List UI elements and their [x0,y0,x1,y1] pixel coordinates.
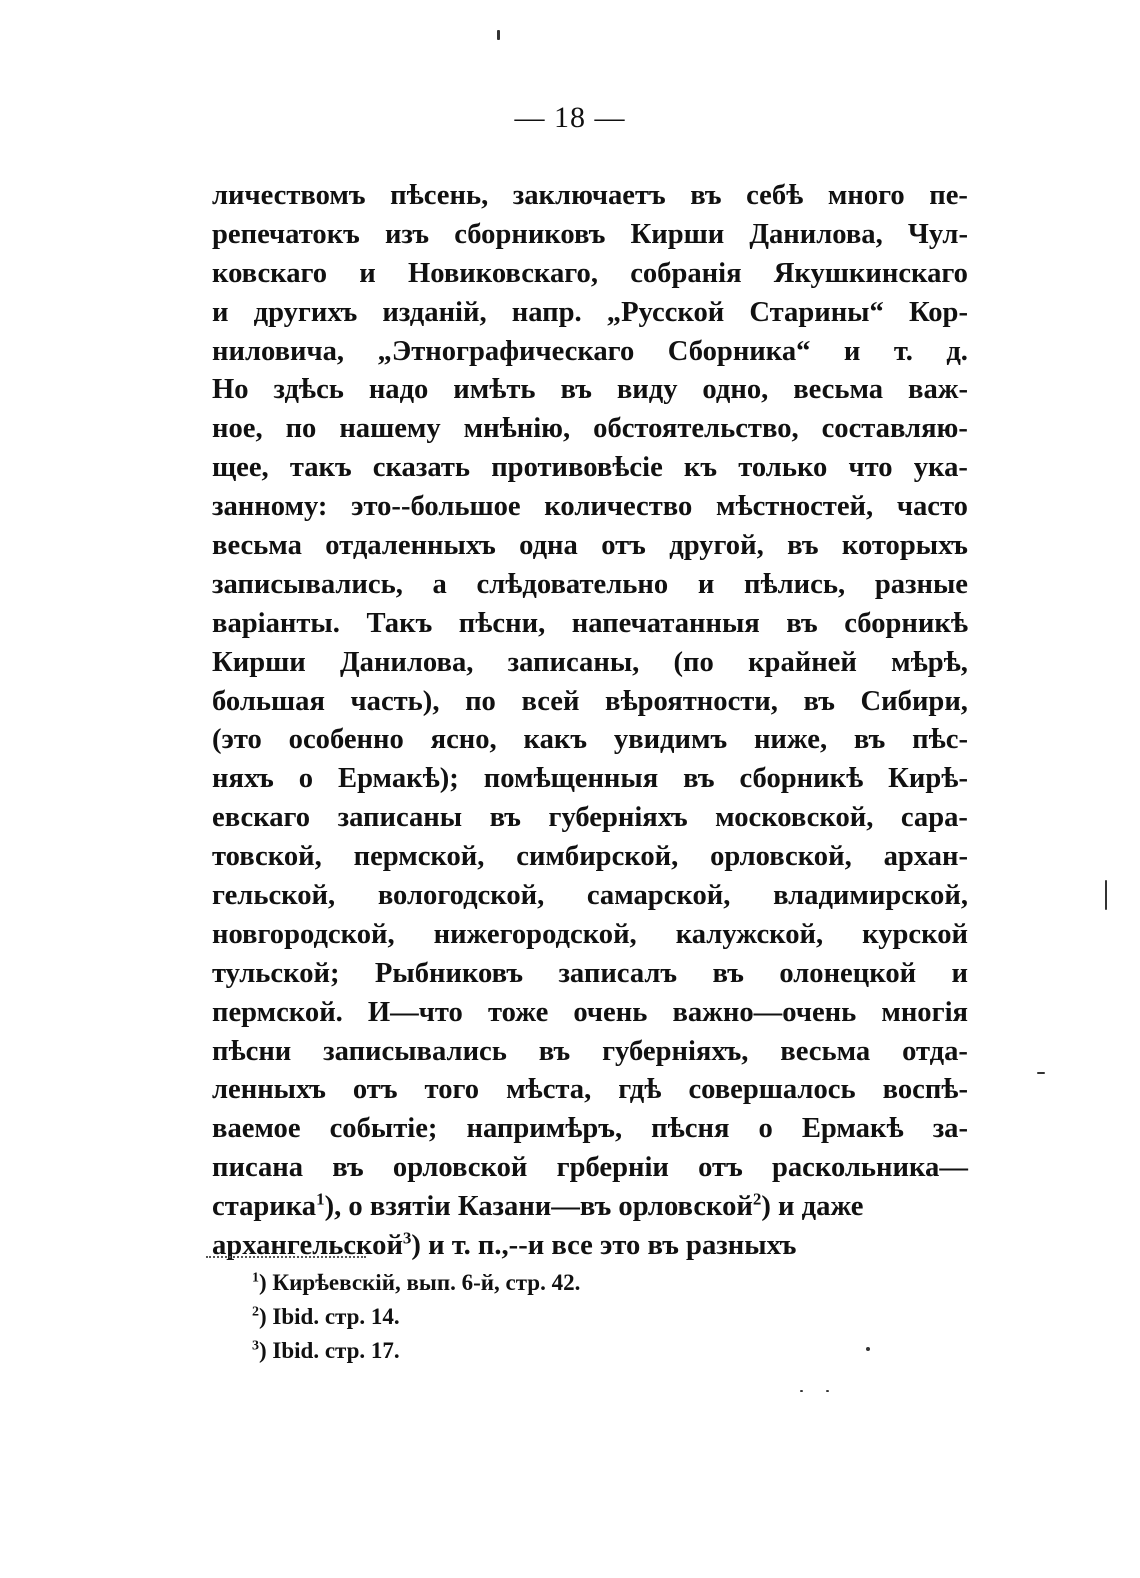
word: Ермакѣ [801,1113,904,1145]
word: пермской. [212,996,343,1028]
word: заключаетъ [512,180,666,211]
footnote-ref-2: 2 [752,1189,762,1209]
word: увидимъ [613,724,728,756]
word: такъ [289,452,352,484]
word: ковскаго [212,257,328,289]
text-part: ) и даже [761,1191,864,1223]
word: пѣсни [212,1035,292,1067]
text-part: ) и т. п.,--и все это въ разныхъ [411,1230,797,1262]
word: и [951,957,968,989]
word: сборникѣ [844,607,968,639]
text-line [212,994,968,1033]
word: которыхъ [841,530,968,562]
word: орловской [392,1152,528,1184]
word: слѣдовательно [476,568,669,600]
word: Данилова, [339,646,474,678]
word: пѣс- [912,724,968,756]
word: записалъ [558,957,678,989]
word: московской, [715,802,874,834]
text-line [212,799,968,838]
word: писана [212,1152,304,1184]
word: и [697,568,715,600]
word: ное, [212,413,263,445]
word: мнѣнію, [463,413,571,445]
footnotes [252,1266,852,1368]
word: и [843,335,861,367]
word: весьма [212,530,302,562]
footnote-ref-3: 3 [402,1228,412,1248]
word: гдѣ [618,1074,662,1106]
word: другихъ [253,296,358,328]
scan-speck [1037,1072,1045,1074]
word: здѣсь [273,374,344,406]
word: гельской, [212,880,336,912]
word: Кирѣ- [888,763,968,795]
word: мѣстностей, [715,491,874,523]
footnote-text: ) Ibid. стр. 14. [259,1304,400,1329]
word: напримѣръ, [466,1113,623,1145]
word: ниже, [753,724,828,756]
word: количество [544,491,693,523]
footnote-text: ) Кирѣевскій, вып. 6-й, стр. 42. [259,1270,581,1295]
word: важно—очень [672,996,857,1028]
word: о [758,1113,773,1145]
word: ваемое [212,1113,301,1145]
word: репечатокъ [212,218,360,250]
word: событіе; [329,1113,438,1145]
word: по [465,685,496,717]
word: отъ [352,1074,398,1106]
word: (по [673,646,714,678]
word: важ- [908,374,968,406]
scan-speck [826,1390,829,1392]
scan-speck [866,1347,870,1351]
text-part: ), о взятіи Казани—въ орловской [324,1191,753,1223]
word: по [285,413,317,445]
footnote-1 [252,1266,852,1300]
word: Сборника“ [667,335,811,367]
word: въ [803,685,835,717]
text-part: архангельской [212,1230,403,1262]
text-line [212,683,968,722]
text-fragment [212,1188,864,1227]
word: другой, [669,530,764,562]
word: вѣроятности, [605,685,778,717]
word: сборниковъ [454,218,606,250]
word: часть), [350,685,440,717]
text-line [212,527,968,566]
word: воспѣ- [882,1074,968,1106]
word: напр. [511,296,582,328]
word: въ [712,957,744,989]
word: какъ [523,724,588,756]
body-text [212,177,968,1266]
text-line [212,955,968,994]
word: тульской; [212,957,340,989]
word: въ [853,724,886,756]
word: сказать [372,452,471,484]
text-line [212,255,968,294]
word: занному: [212,491,328,523]
word: сборникѣ [739,763,864,795]
word: разные [874,568,968,600]
word: тоже [487,996,549,1028]
word: отъ [601,530,646,562]
word: Чул- [907,218,968,250]
word: самарской, [586,880,731,912]
word: архан- [883,841,968,873]
word: къ [683,452,718,484]
word: орловской, [710,841,852,873]
word: Новиковскаго, [408,257,598,289]
word: въ [489,802,521,834]
footnote-marker: 3 [252,1338,259,1354]
footnote-3 [252,1334,852,1368]
word: ниловича, [212,335,345,367]
word: и [212,296,229,328]
text-line [212,449,968,488]
word: весьма [793,374,884,406]
word: ука- [913,452,968,484]
word: обстоятельство, [593,413,799,445]
word: весьма [780,1035,871,1067]
word: вологодской, [377,880,545,912]
word: а [432,568,447,600]
word: отда- [902,1035,968,1067]
word: мѣрѣ, [891,646,968,678]
word: это--большое [351,491,521,523]
word: отдаленныхъ [325,530,496,562]
word: пѣлись, [744,568,846,600]
word: составляю- [821,413,968,445]
word: ленныхъ [212,1074,326,1106]
word: и [359,257,376,289]
word: противовѣсіе [491,452,663,484]
word: ясно, [430,724,497,756]
word: Рыбниковъ [374,957,524,989]
word: въ [786,607,818,639]
word: записывались, [212,568,403,600]
text-line [212,333,968,372]
word: напечатанныя [571,607,760,639]
word: имѣть [453,374,536,406]
word: въ [683,763,715,795]
footnote-ref-1: 1 [316,1189,325,1209]
word: о [298,763,314,795]
text-line [212,216,968,255]
word: одна [519,530,578,562]
scan-speck [800,1390,803,1392]
word: губерніяхъ, [602,1035,749,1067]
word: въ [332,1152,364,1184]
word: Сибири, [860,685,968,717]
word: всей [521,685,580,717]
word: раскольника— [771,1152,968,1184]
word: грберніи [556,1152,669,1184]
text-part: старика [212,1191,317,1223]
text-line [212,488,968,527]
word: „Этнографическаго [377,335,635,367]
text-line [212,294,968,333]
word: часто [896,491,968,523]
word: личествомъ [212,180,366,211]
word: пѣсня [651,1113,730,1145]
word: себѣ [746,180,804,211]
text-fragment [212,1227,796,1266]
footnote-marker: 1 [252,1270,259,1286]
word: помѣщенныя [483,763,659,795]
text-line [212,644,968,683]
word: Такъ [366,607,433,639]
word: нижегородской, [433,918,637,950]
text-line [212,605,968,644]
text-line [212,1149,968,1188]
text-line [212,1071,968,1110]
text-line-with-refs [212,1188,968,1227]
word: въ [690,180,722,211]
footnote-2 [252,1300,852,1334]
word: изъ [384,218,430,250]
word: надо [368,374,429,406]
footnote-marker: 2 [252,1304,259,1320]
text-line [212,721,968,760]
word: губерніяхъ [548,802,688,834]
word: особенно [288,724,404,756]
text-line [212,877,968,916]
word: что [848,452,893,484]
text-line [212,566,968,605]
word: большая [212,685,325,717]
word: Якушкинскаго [773,257,968,289]
word: за- [932,1113,968,1145]
word: Но [212,374,249,406]
word: въ [538,1035,571,1067]
text-line [212,371,968,410]
word: собранія [630,257,742,289]
word: только [738,452,828,484]
word: курской [862,918,968,950]
word: мѣста, [506,1074,592,1106]
text-line-with-refs [212,1227,968,1266]
text-line [212,916,968,955]
word: записывались [323,1035,507,1067]
word: Кирши [630,218,725,250]
word: Старины“ [749,296,884,328]
scan-speck [1105,880,1107,910]
word: отъ [698,1152,743,1184]
word: въ [560,374,592,406]
word: товской, [212,841,322,873]
scan-speck [497,30,500,40]
word: варіанты. [212,607,340,639]
word: д. [946,335,968,367]
word: новгородской, [212,918,395,950]
word: нашему [339,413,441,445]
word: И—что [367,996,463,1028]
word: очень [573,996,648,1028]
word: крайней [748,646,857,678]
word: (это [212,724,262,756]
text-line [212,1033,968,1072]
word: Кирши [212,646,306,678]
text-line [212,177,968,216]
word: Данилова, [749,218,883,250]
word: пе- [929,180,968,211]
word: записаны, [507,646,640,678]
footnote-text: ) Ibid. стр. 17. [259,1338,400,1363]
word: симбирской, [516,841,679,873]
word: Ермакѣ); [338,763,459,795]
word: т. [893,335,913,367]
word: виду [616,374,678,406]
word: многія [881,996,968,1028]
word: того [424,1074,480,1106]
word: пермской, [353,841,485,873]
word: въ [787,530,819,562]
text-line [212,838,968,877]
word: няхъ [212,763,274,795]
word: пѣсни, [458,607,546,639]
footnote-separator [206,1256,366,1258]
page-number: — 18 — [514,101,626,134]
word: Кор- [908,296,968,328]
word: сара- [900,802,968,834]
word: владимирской, [773,880,968,912]
word: пѣсень, [390,180,489,211]
word: записаны [337,802,463,834]
word: щее, [212,452,269,484]
word: евскаго [212,802,311,834]
text-line [212,760,968,799]
text-line [212,410,968,449]
word: калужской, [675,918,824,950]
word: совершалось [688,1074,856,1106]
word: „Русской [606,296,725,328]
text-line [212,1110,968,1149]
word: одно, [702,374,769,406]
word: изданій, [382,296,487,328]
word: олонецкой [779,957,917,989]
word: много [827,180,905,211]
